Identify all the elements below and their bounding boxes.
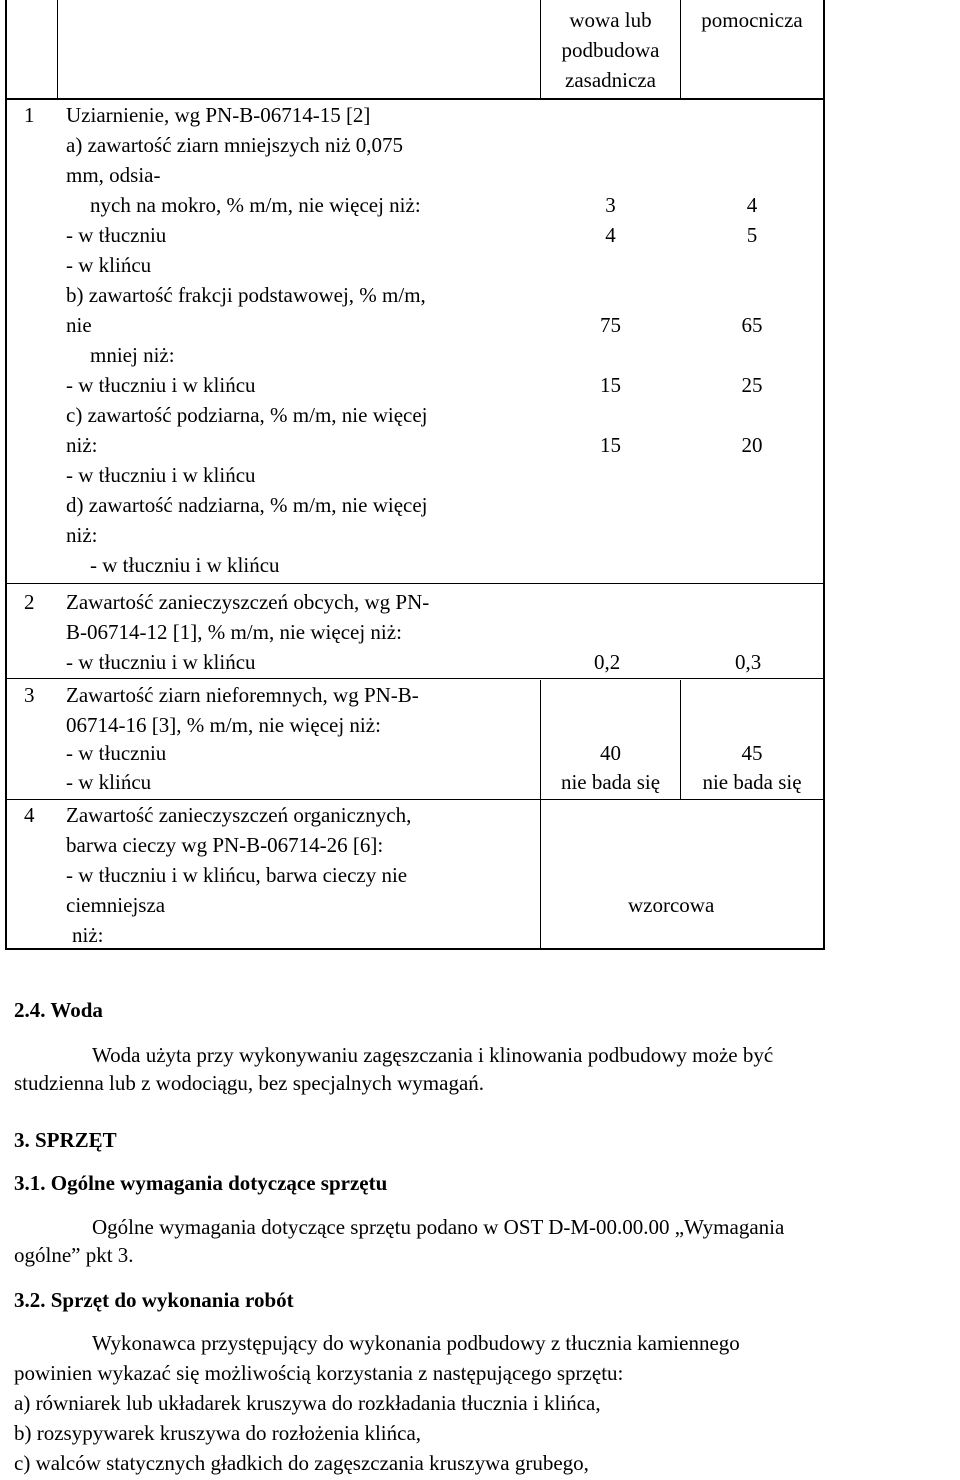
equipment-list-item: b) rozsypywarek kruszywa do rozłożenia klińca, [14,1421,422,1445]
row1-val2: 20 [741,433,763,457]
row1-line: - w tłuczniu i w klińcu [66,463,256,487]
header-col1-line2: podbudowa [561,38,660,62]
row1-line: - w tłuczniu [66,223,167,247]
row2-number: 2 [24,590,35,614]
row1-line: a) zawartość ziarn mniejszych niż 0,075 [66,133,404,157]
row4-line: Zawartość zanieczyszczeń organicznych, [66,803,412,827]
section-3-2-paragraph-line2: powinien wykazać się możliwością korzystania z następującego sprzętu: [14,1361,624,1385]
row1-val1: 15 [600,373,621,397]
section-3-1-heading: 3.1. Ogólne wymagania dotyczące sprzętu [14,1171,388,1195]
row1-val2: 25 [741,373,763,397]
section-3-1-paragraph-line1: Ogólne wymagania dotyczące sprzętu podano w OST D-M-00.00.00 „Wymagania [92,1215,785,1239]
row1-val1: 15 [600,433,621,457]
row2-val1: 0,2 [594,650,621,674]
row2-line: Zawartość zanieczyszczeń obcych, wg PN- [66,590,430,614]
table-border-left [5,0,7,950]
row1-line: - w klińcu [66,253,152,277]
row1-line: nych na mokro, % m/m, nie więcej niż: [90,193,421,217]
equipment-list-item: c) walców statycznych gładkich do zagęszczania kruszywa grubego, [14,1451,589,1475]
section-3-1-paragraph-line2: ogólne” pkt 3. [14,1243,134,1267]
row2-line: B-06714-12 [1], % m/m, nie więcej niż: [66,620,402,644]
section-2-4-paragraph-line2: studzienna lub z wodociągu, bez specjalnych wymagań. [14,1071,485,1095]
section-3-2-paragraph-line1: Wykonawca przystępujący do wykonania podbudowy z tłucznia kamiennego [92,1331,740,1355]
row1-val2: 4 [746,193,758,217]
row3-val2: nie bada się [702,770,802,794]
row1-val2: 5 [746,223,758,247]
row4-line: - w tłuczniu i w klińcu, barwa cieczy nie [66,863,408,887]
section-2-4-heading: 2.4. Woda [14,998,103,1022]
row-sep-2 [5,678,825,679]
section-3-heading: 3. SPRZĘT [14,1128,117,1152]
section-2-4-paragraph-line1: Woda użyta przy wykonywaniu zagęszczania i klinowania podbudowy może być [92,1043,774,1067]
row1-line: niż: [66,523,98,547]
row4-line: niż: [72,923,104,947]
row1-val1: 4 [605,223,616,247]
row1-line: mm, odsia- [66,163,161,187]
row4-line: ciemniejsza [66,893,166,917]
row1-line: niż: [66,433,98,457]
row3-line: 06714-16 [3], % m/m, nie więcej niż: [66,713,381,737]
row3-val1: nie bada się [560,770,661,794]
col-sep-2b [540,680,541,950]
equipment-list-item: a) równiarek lub układarek kruszywa do rozkładania tłucznia i klińca, [14,1391,601,1415]
row4-number: 4 [24,803,35,827]
row3-number: 3 [24,683,35,707]
row1-line: Uziarnienie, wg PN-B-06714-15 [2] [66,103,371,127]
row1-val1: 75 [600,313,621,337]
row1-line: - w tłuczniu i w klińcu [90,553,280,577]
row1-line: mniej niż: [90,343,175,367]
row1-line: d) zawartość nadziarna, % m/m, nie więcej [66,493,428,517]
row4-line: barwa cieczy wg PN-B-06714-26 [6]: [66,833,384,857]
table-border-right [823,0,825,950]
row3-val1: 40 [600,741,621,765]
header-col2: pomocnicza [701,8,803,32]
table-border-bottom [5,948,825,950]
row2-val2: 0,3 [735,650,762,674]
row2-line: - w tłuczniu i w klińcu [66,650,256,674]
row4-val: wzorcowa [628,893,715,917]
row3-line: - w klińcu [66,770,152,794]
row1-line: c) zawartość podziarna, % m/m, nie więcej [66,403,428,427]
row3-line: - w tłuczniu [66,741,167,765]
header-col1-line1: wowa lub [569,8,652,32]
row1-number: 1 [24,103,35,127]
section-3-2-heading: 3.2. Sprzęt do wykonania robót [14,1288,294,1312]
row1-val2: 65 [741,313,763,337]
row1-line: nie [66,313,92,337]
row-sep-1 [5,583,825,584]
row1-line: - w tłuczniu i w klińcu [66,373,256,397]
row3-line: Zawartość ziarn nieforemnych, wg PN-B- [66,683,419,707]
header-col1-line3: zasadnicza [565,68,656,92]
row1-val1: 3 [605,193,616,217]
col-sep-1 [57,0,58,100]
row1-line: b) zawartość frakcji podstawowej, % m/m, [66,283,426,307]
row3-val2: 45 [741,741,763,765]
